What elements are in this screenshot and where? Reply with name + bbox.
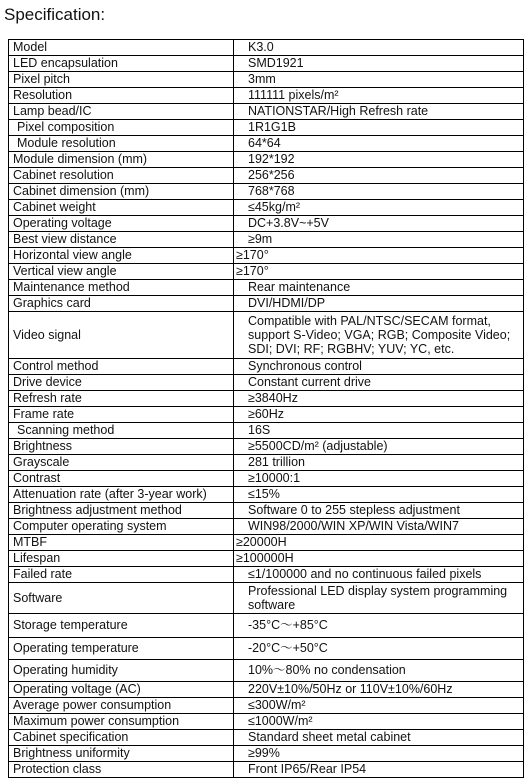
table-row: [9, 730, 524, 746]
table-row: [9, 638, 524, 660]
spec-value: 64*64: [234, 136, 524, 152]
spec-value: Standard sheet metal cabinet: [234, 730, 524, 746]
spec-value: ≥170°: [234, 264, 524, 280]
spec-value: ≤45kg/m²: [234, 200, 524, 216]
table-row: [9, 359, 524, 375]
table-row: [9, 551, 524, 567]
spec-label: Operating humidity: [9, 660, 234, 682]
spec-label: Operating voltage: [9, 216, 234, 232]
spec-value: ≤1000W/m²: [234, 714, 524, 730]
spec-value: ≥5500CD/m² (adjustable): [234, 439, 524, 455]
spec-value: Professional LED display system programming software: [234, 583, 524, 614]
table-row: [9, 312, 524, 359]
spec-value: ≥3840Hz: [234, 391, 524, 407]
spec-label: Maximum power consumption: [9, 714, 234, 730]
table-row: [9, 583, 524, 614]
spec-label: Lifespan: [9, 551, 234, 567]
spec-value: Constant current drive: [234, 375, 524, 391]
table-row: [9, 660, 524, 682]
spec-label: Lamp bead/IC: [9, 104, 234, 120]
spec-label: Storage temperature: [9, 614, 234, 638]
spec-value: SMD1921: [234, 56, 524, 72]
table-row: [9, 471, 524, 487]
table-row: [9, 423, 524, 439]
spec-value: 3mm: [234, 72, 524, 88]
table-row: [9, 535, 524, 551]
table-row: [9, 455, 524, 471]
table-row: [9, 72, 524, 88]
spec-value: ≥9m: [234, 232, 524, 248]
spec-value: ≤15%: [234, 487, 524, 503]
table-row: [9, 503, 524, 519]
table-row: [9, 136, 524, 152]
table-row: [9, 439, 524, 455]
table-row: [9, 567, 524, 583]
spec-value: Rear maintenance: [234, 280, 524, 296]
spec-value: DC+3.8V~+5V: [234, 216, 524, 232]
spec-label: Operating voltage (AC): [9, 682, 234, 698]
spec-label: Maintenance method: [9, 280, 234, 296]
spec-label: Refresh rate: [9, 391, 234, 407]
spec-value: ≤300W/m²: [234, 698, 524, 714]
table-row: [9, 391, 524, 407]
spec-label: Software: [9, 583, 234, 614]
spec-label: Best view distance: [9, 232, 234, 248]
spec-label: Attenuation rate (after 3-year work): [9, 487, 234, 503]
spec-value: 10%～80% no condensation: [234, 660, 524, 682]
page-title: Specification:: [4, 5, 106, 24]
spec-label: Horizontal view angle: [9, 248, 234, 264]
spec-label: Average power consumption: [9, 698, 234, 714]
table-row: [9, 280, 524, 296]
spec-value: WIN98/2000/WIN XP/WIN Vista/WIN7: [234, 519, 524, 535]
table-row: [9, 120, 524, 136]
spec-value: ≥100000H: [234, 551, 524, 567]
table-row: [9, 614, 524, 638]
spec-label: Brightness uniformity: [9, 746, 234, 762]
spec-label: Brightness: [9, 439, 234, 455]
spec-value: 768*768: [234, 184, 524, 200]
table-row: [9, 248, 524, 264]
table-row: [9, 232, 524, 248]
spec-value: Compatible with PAL/NTSC/SECAM format, support S-Video; VGA; RGB; Composite Video; SDI; DVI; RF; RGBHV; YUV; YC, etc.: [234, 312, 524, 359]
spec-value: Front IP65/Rear IP54: [234, 762, 524, 778]
specification-table: [8, 39, 524, 778]
spec-label: Cabinet resolution: [9, 168, 234, 184]
table-row: [9, 88, 524, 104]
spec-value: ≥10000:1: [234, 471, 524, 487]
spec-label: Drive device: [9, 375, 234, 391]
spec-value: K3.0: [234, 40, 524, 56]
table-row: [9, 375, 524, 391]
table-row: [9, 152, 524, 168]
spec-value: 192*192: [234, 152, 524, 168]
spec-value: ≥99%: [234, 746, 524, 762]
spec-value: 256*256: [234, 168, 524, 184]
spec-label: Resolution: [9, 88, 234, 104]
spec-label: Computer operating system: [9, 519, 234, 535]
spec-value: DVI/HDMI/DP: [234, 296, 524, 312]
spec-value: NATIONSTAR/High Refresh rate: [234, 104, 524, 120]
table-row: [9, 762, 524, 778]
table-row: [9, 56, 524, 72]
spec-label: Vertical view angle: [9, 264, 234, 280]
specification-table-body: [9, 40, 524, 778]
spec-value: Software 0 to 255 stepless adjustment: [234, 503, 524, 519]
spec-label: Cabinet weight: [9, 200, 234, 216]
spec-label: Scanning method: [9, 423, 234, 439]
spec-label: LED encapsulation: [9, 56, 234, 72]
spec-label: Graphics card: [9, 296, 234, 312]
table-row: [9, 216, 524, 232]
table-row: [9, 104, 524, 120]
table-row: [9, 519, 524, 535]
spec-label: Cabinet dimension (mm): [9, 184, 234, 200]
spec-value: ≥20000H: [234, 535, 524, 551]
spec-label: Pixel pitch: [9, 72, 234, 88]
spec-value: 1R1G1B: [234, 120, 524, 136]
spec-label: Brightness adjustment method: [9, 503, 234, 519]
spec-label: MTBF: [9, 535, 234, 551]
spec-label: Module resolution: [9, 136, 234, 152]
spec-value: ≥60Hz: [234, 407, 524, 423]
spec-label: Grayscale: [9, 455, 234, 471]
spec-label: Protection class: [9, 762, 234, 778]
spec-value: -35°C～+85°C: [234, 614, 524, 638]
table-row: [9, 714, 524, 730]
spec-label: Model: [9, 40, 234, 56]
spec-label: Cabinet specification: [9, 730, 234, 746]
spec-label: Control method: [9, 359, 234, 375]
table-row: [9, 487, 524, 503]
spec-value: ≥170°: [234, 248, 524, 264]
spec-value: 281 trillion: [234, 455, 524, 471]
spec-value: ≤1/100000 and no continuous failed pixels: [234, 567, 524, 583]
spec-value: 220V±10%/50Hz or 110V±10%/60Hz: [234, 682, 524, 698]
spec-value: -20°C～+50°C: [234, 638, 524, 660]
table-row: [9, 746, 524, 762]
table-row: [9, 682, 524, 698]
spec-label: Failed rate: [9, 567, 234, 583]
spec-label: Frame rate: [9, 407, 234, 423]
spec-label: Operating temperature: [9, 638, 234, 660]
table-row: [9, 698, 524, 714]
spec-label: Contrast: [9, 471, 234, 487]
table-row: [9, 264, 524, 280]
table-row: [9, 40, 524, 56]
table-row: [9, 168, 524, 184]
table-row: [9, 407, 524, 423]
spec-value: 16S: [234, 423, 524, 439]
table-row: [9, 200, 524, 216]
spec-label: Module dimension (mm): [9, 152, 234, 168]
table-row: [9, 184, 524, 200]
spec-label: Pixel composition: [9, 120, 234, 136]
table-row: [9, 296, 524, 312]
spec-label: Video signal: [9, 312, 234, 359]
spec-value: Synchronous control: [234, 359, 524, 375]
spec-value: 111111 pixels/m²: [234, 88, 524, 104]
